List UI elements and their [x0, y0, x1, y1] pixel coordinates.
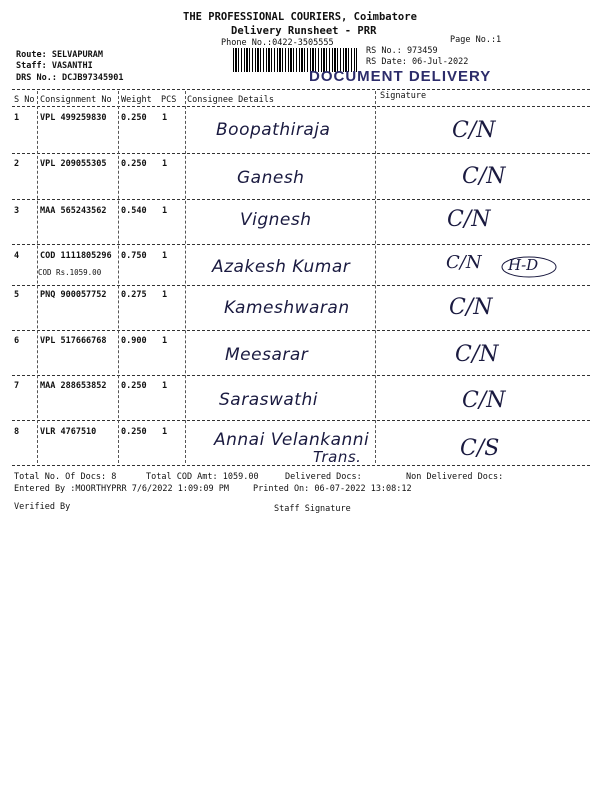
row-divider: [12, 420, 590, 421]
row-signature: C/N: [462, 388, 506, 413]
row-weight: 0.275: [121, 290, 147, 300]
row-divider: [12, 330, 590, 331]
row-pcs: 1: [162, 206, 168, 216]
company-name: THE PROFESSIONAL COURIERS, Coimbatore: [183, 11, 417, 23]
row-divider: [12, 244, 590, 245]
row-divider: [12, 375, 590, 376]
entered-by: Entered By :MOORTHYPRR 7/6/2022 1:09:09 PM: [14, 484, 229, 494]
route: Route: SELVAPURAM: [16, 50, 103, 60]
row-consignee: Vignesh: [240, 210, 312, 230]
row-pcs: 1: [162, 336, 168, 346]
page-number: Page No.:1: [450, 35, 502, 45]
rs-date: RS Date: 06-Jul-2022: [366, 57, 469, 67]
staff: Staff: VASANTHI: [16, 61, 93, 71]
note-circle: [500, 254, 558, 280]
row-weight: 0.250: [121, 113, 147, 123]
row-consignment: VLR 4767510: [40, 427, 97, 437]
row-sno: 2: [14, 159, 20, 169]
delivery-note: H-D: [508, 256, 539, 274]
row-consignee: Azakesh Kumar: [212, 257, 351, 277]
column-divider: [185, 91, 186, 463]
row-signature: C/N: [462, 164, 506, 189]
header-weight: Weight: [121, 95, 152, 105]
row-consignee: Kameshwaran: [224, 298, 350, 318]
row-signature: C/N: [446, 252, 482, 273]
row-consignee: Saraswathi: [219, 390, 318, 410]
row-consignee: Boopathiraja: [216, 120, 331, 140]
header-signature: Signature: [380, 91, 427, 101]
table-bottom-rule: [12, 465, 590, 466]
row-pcs: 1: [162, 381, 168, 391]
row-consignee: Annai Velankanni: [214, 430, 370, 450]
column-divider: [118, 91, 119, 463]
table-header-rule: [12, 106, 590, 107]
row-sno: 3: [14, 206, 20, 216]
row-divider: [12, 199, 590, 200]
row-consignee: Meesarar: [225, 345, 309, 365]
phone-number: Phone No.:0422-3505555: [221, 38, 334, 48]
row-consignee: Ganesh: [237, 168, 305, 188]
row-sno: 5: [14, 290, 20, 300]
row-sno: 6: [14, 336, 20, 346]
printed-on: Printed On: 06-07-2022 13:08:12: [253, 484, 412, 494]
row-consignment: VPL 499259830: [40, 113, 107, 123]
row-sno: 7: [14, 381, 20, 391]
row-pcs: 1: [162, 113, 168, 123]
row-signature: C/N: [452, 118, 496, 143]
row-sno: 8: [14, 427, 20, 437]
row-signature: C/N: [455, 342, 499, 367]
column-divider: [375, 91, 376, 463]
row-consignee-line2: Trans.: [313, 448, 362, 466]
row-signature: C/N: [447, 207, 491, 232]
total-docs: Total No. Of Docs: 8: [14, 472, 117, 482]
row-pcs: 1: [162, 251, 168, 261]
row-weight: 0.540: [121, 206, 147, 216]
delivered-docs: Delivered Docs:: [285, 472, 362, 482]
row-pcs: 1: [162, 159, 168, 169]
row-signature: C/N: [449, 295, 493, 320]
verified-by: Verified By: [14, 502, 71, 512]
row-sno: 4: [14, 251, 20, 261]
row-weight: 0.250: [121, 427, 147, 437]
header-consignee: Consignee Details: [187, 95, 274, 105]
header-pcs: PCS: [161, 95, 177, 105]
row-consignment: COD 1111805296: [40, 251, 112, 261]
row-sno: 1: [14, 113, 20, 123]
row-consignment: PNQ 900057752: [40, 290, 107, 300]
non-delivered-docs: Non Delivered Docs:: [406, 472, 504, 482]
header-consignment: Consignment No: [40, 95, 112, 105]
runsheet-subtitle: Delivery Runsheet - PRR: [231, 25, 377, 37]
row-consignment: MAA 565243562: [40, 206, 107, 216]
drs-number: DRS No.: DCJB97345901: [16, 73, 124, 83]
cod-amount: COD Rs.1059.00: [38, 268, 102, 277]
row-divider: [12, 153, 590, 154]
row-weight: 0.250: [121, 159, 147, 169]
column-divider: [37, 91, 38, 463]
header-sno: S No: [14, 95, 35, 105]
row-weight: 0.750: [121, 251, 147, 261]
row-weight: 0.900: [121, 336, 147, 346]
row-consignment: VPL 209055305: [40, 159, 107, 169]
rs-number: RS No.: 973459: [366, 46, 438, 56]
row-pcs: 1: [162, 290, 168, 300]
row-consignment: VPL 517666768: [40, 336, 107, 346]
row-pcs: 1: [162, 427, 168, 437]
staff-signature: Staff Signature: [274, 504, 351, 514]
row-weight: 0.250: [121, 381, 147, 391]
document-delivery-stamp: DOCUMENT DELIVERY: [309, 68, 492, 85]
row-consignment: MAA 288653852: [40, 381, 107, 391]
row-signature: C/S: [460, 436, 500, 461]
row-divider: [12, 285, 590, 286]
total-cod-amount: Total COD Amt: 1059.00: [146, 472, 259, 482]
table-top-rule: [12, 89, 590, 90]
